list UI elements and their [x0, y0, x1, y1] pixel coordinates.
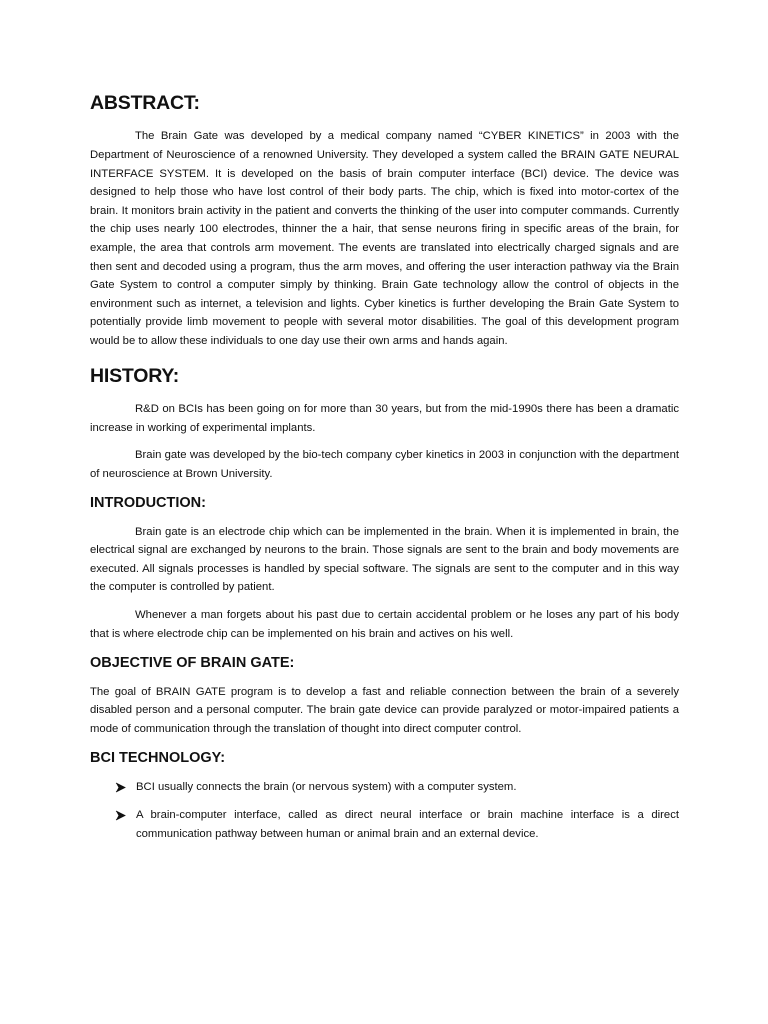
- arrow-bullet-icon: [115, 782, 126, 793]
- bci-bullet-list: [90, 778, 679, 844]
- objective-heading: OBJECTIVE OF BRAIN GATE:: [90, 655, 295, 672]
- list-item: [90, 806, 679, 843]
- document-page: [90, 92, 679, 854]
- introduction-paragraph-2: Whenever a man forgets about his past due to certain accidental problem or he loses any part of his body that is where electrode chip can be implemented on his brain and actives on his well.: [90, 609, 679, 640]
- history-heading: HISTORY:: [90, 364, 180, 387]
- abstract-heading: ABSTRACT:: [90, 92, 200, 114]
- bullet-text: BCI usually connects the brain (or nervous system) with a computer system.: [136, 780, 517, 793]
- bci-technology-heading: BCI TECHNOLOGY:: [90, 750, 226, 767]
- history-paragraph-2: Brain gate was developed by the bio-tech company cyber kinetics in 2003 in conjunction with the department of neuroscience at Brown University.: [90, 449, 679, 480]
- introduction-heading: INTRODUCTION:: [90, 495, 206, 512]
- introduction-paragraph-1: Brain gate is an electrode chip which can be implemented in the brain. When it is implemented in brain, the electrical signal are exchanged by neurons to the brain. Those signals are sent to the brain and body movements are executed. All signals processes is handled by special software. The signals are sent to the computer and in this way the computer is controlled by patient.: [90, 525, 679, 594]
- bullet-text: A brain-computer interface, called as direct neural interface or brain machine interface is a direct communication pathway between human or animal brain and an external device.: [136, 809, 679, 840]
- arrow-bullet-icon: [115, 810, 126, 821]
- list-item: [90, 778, 679, 797]
- abstract-paragraph: The Brain Gate was developed by a medical company named “CYBER KINETICS” in 2003 with the Department of Neuroscience of a renowned University. They developed a system called the BRAIN GATE NEURAL INTERFACE SYSTEM. It is developed on the basis of brain computer interface (BCI) device. The device was designed to help those who have lost control of their body parts. The chip, which is fixed into motor-cortex of the brain. It monitors brain activity in the patient and converts the thinking of the user into computer commands. Currently the chip uses nearly 100 electrodes, thinner the a hair, that sense neurons firing in specific areas of the brain, for example, the area that controls arm movement. The events are translated into electrically charged signals and are then sent and decoded using a program, thus the arm moves, and offering the user interaction pathway via the Brain Gate System to control a computer simply by thinking. Brain Gate technology allow the control of objects in the environment such as internet, a television and lights. Cyber kinetics is further developing the Brain Gate System to potentially provide limb movement to people with several motor disabilities. The goal of this development program would be to allow these individuals to one day use their own arms and hands again.: [90, 130, 679, 347]
- objective-paragraph: The goal of BRAIN GATE program is to develop a fast and reliable connection between the brain of a severely disabled person and a personal computer. The brain gate device can provide paralyzed or motor-impaired patients a mode of communication through the translation of thought into direct computer control.: [90, 685, 679, 735]
- history-paragraph-1: R&D on BCIs has been going on for more than 30 years, but from the mid-1990s there has been a dramatic increase in working of experimental implants.: [90, 402, 679, 434]
